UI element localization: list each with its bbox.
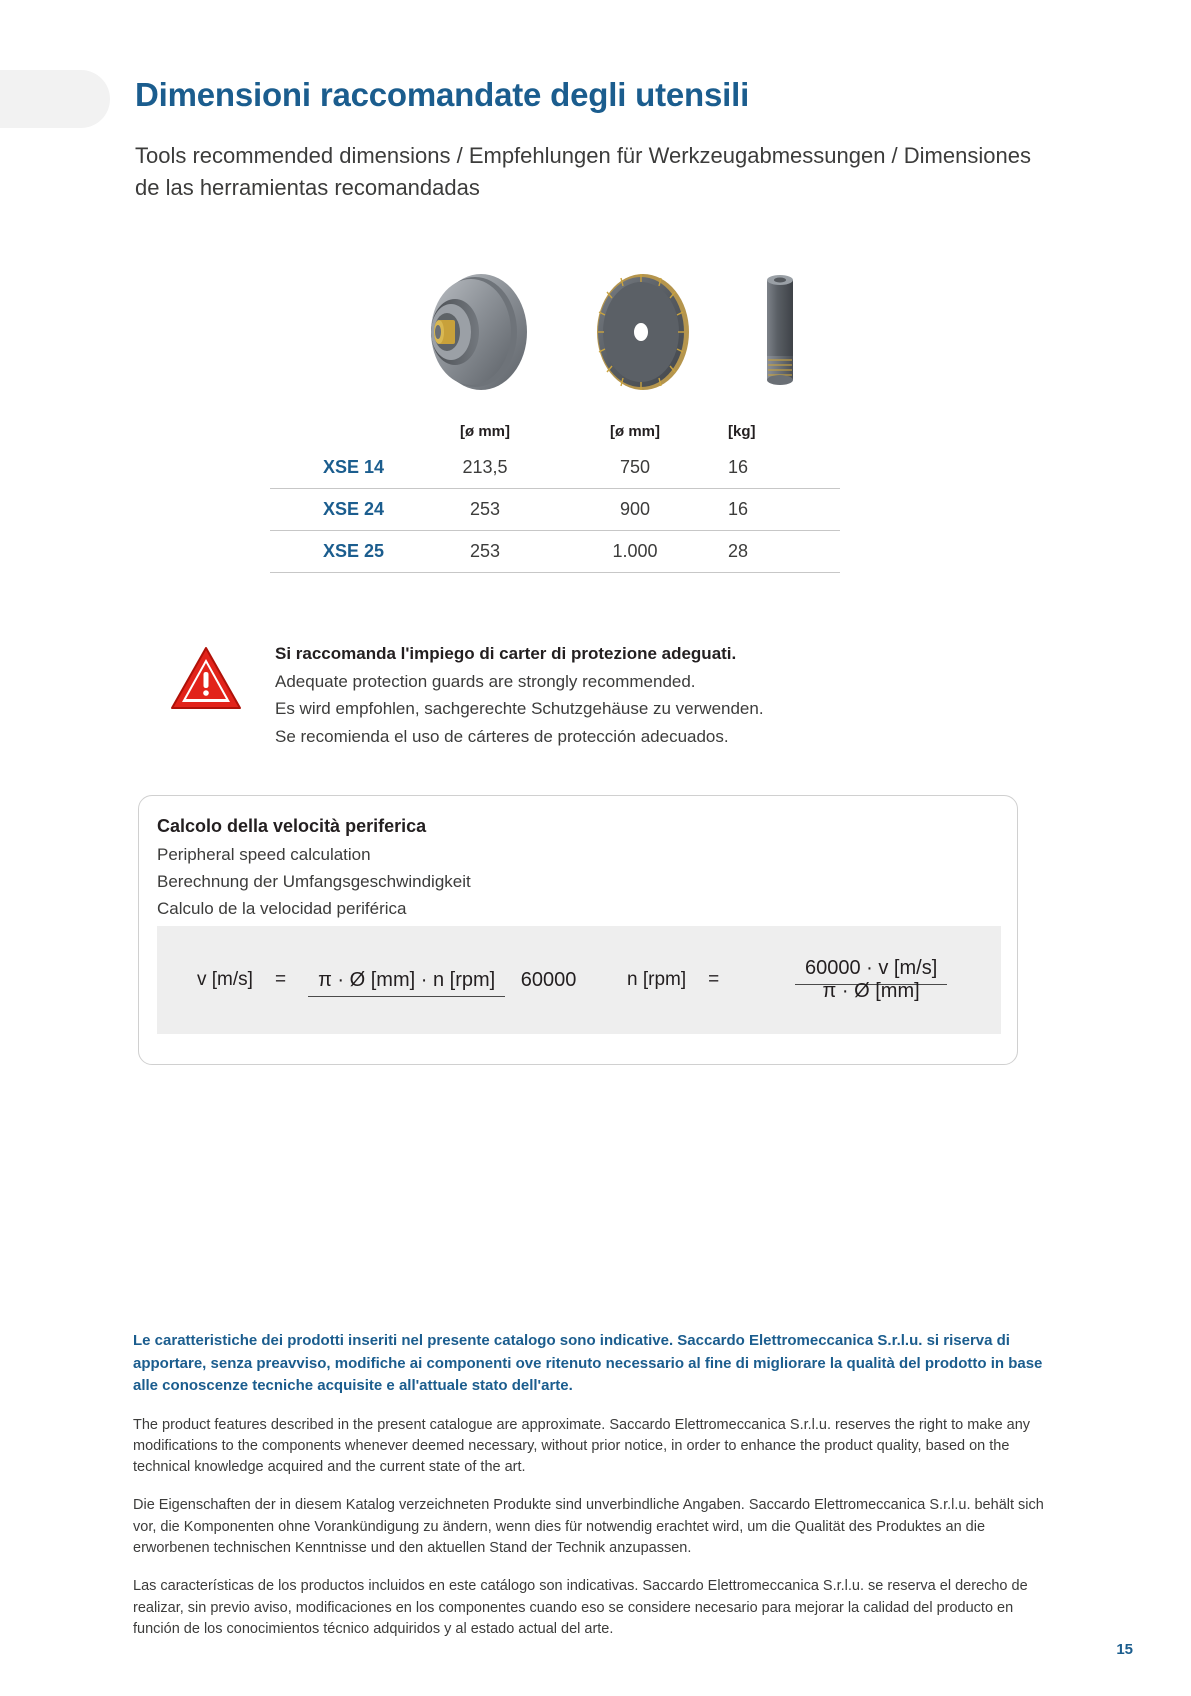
speed-title-de: Berechnung der Umfangsgeschwindigkeit bbox=[157, 871, 471, 891]
warning-text-es: Se recomienda el uso de cárteres de protección adecuados. bbox=[275, 726, 729, 746]
page-number: 15 bbox=[1116, 1641, 1133, 1658]
speed-box-headings bbox=[157, 812, 857, 922]
formula1-left: v [m/s] bbox=[197, 969, 253, 990]
unit-header-2: [kg] bbox=[728, 422, 756, 440]
table-row bbox=[270, 489, 840, 531]
page-subtitle: Tools recommended dimensions / Empfehlungen für Werkzeugabmessungen / Dimensiones de las herramientas recomandadas bbox=[135, 143, 1031, 200]
core-bit-image bbox=[745, 270, 815, 405]
formula2-numerator: 60000 · v [m/s] bbox=[795, 957, 947, 985]
legal-text-es: Las características de los productos incluidos en este catálogo son indicativas. Saccardo Elettromeccanica S.r.l.u. se reserva el derecho de realizar, sin previo aviso, modificaciones en los componentes cuando eso se considere necesario para mejorar la calidad del producto en función de los conocimientos técnico adquiridos y al estado actual del arte. bbox=[133, 1578, 1028, 1637]
corner-tab-decoration bbox=[0, 70, 110, 128]
page-title: Dimensioni raccomandate degli utensili bbox=[135, 76, 750, 113]
legal-disclaimer bbox=[133, 1330, 1058, 1657]
row-1-value-2: 16 bbox=[728, 499, 749, 519]
peripheral-speed-box bbox=[138, 795, 1018, 1065]
formula2-left: n [rpm] bbox=[627, 969, 687, 990]
speed-title-it: Calcolo della velocità periferica bbox=[157, 816, 427, 836]
legal-text-en: The product features described in the present catalogue are approximate. Saccardo Elettromeccanica S.r.l.u. reserves the right to make any modifications to the components whenever deemed necessary, without prior notice, in order to enhance the product quality, based on the technical knowledge acquired and the current state of the art. bbox=[133, 1416, 1031, 1476]
table-units-row bbox=[270, 415, 840, 447]
warning-triangle-icon bbox=[170, 646, 242, 710]
warning-text bbox=[275, 640, 955, 750]
formula1-denominator: 60000 bbox=[520, 968, 577, 991]
warning-text-it: Si raccomanda l'impiego di carter di protezione adeguati. bbox=[275, 644, 737, 663]
row-2-value-0: 253 bbox=[469, 541, 501, 561]
formula2-fraction bbox=[741, 957, 1001, 1003]
row-1-value-1: 900 bbox=[619, 499, 651, 519]
formula-band bbox=[157, 926, 1001, 1034]
legal-text-de: Die Eigenschaften der in diesem Katalog verzeichneten Produkte sind unverbindliche Angaben. Saccardo Elettromeccanica S.r.l.u. behält sich vor, die Komponenten ohne Vorankündigung zu ändern, wenn dies für notwendig erachtet wird, um die Qualität des Produktes an die erworbenen technischen Kenntnisse und den aktuellen Stand der Technik anzupassen. bbox=[133, 1497, 1044, 1557]
warning-text-de: Es wird empfohlen, sachgerechte Schutzgehäuse zu verwenden. bbox=[275, 699, 764, 719]
row-0-value-1: 750 bbox=[619, 457, 651, 477]
formula1-numerator: π · Ø [mm] · n [rpm] bbox=[308, 969, 505, 997]
speed-title-es: Calculo de la velocidad periférica bbox=[157, 899, 407, 919]
legal-text-it: Le caratteristiche dei prodotti inseriti nel presente catalogo sono indicative. Saccardo Elettromeccanica S.r.l.u. si riserva di apportare, senza preavviso, modifiche ai componenti ove ritenuto necessario al fine di migliorare la qualità del prodotto in base alle conoscenze tecniche acquisite e all'attuale stato dell'arte. bbox=[133, 1332, 1043, 1394]
row-0-value-2: 16 bbox=[728, 457, 749, 477]
warning-text-en: Adequate protection guards are strongly recommended. bbox=[275, 671, 696, 691]
row-model-0: XSE 14 bbox=[322, 457, 384, 477]
unit-header-1: [ø mm] bbox=[610, 422, 660, 440]
row-1-value-0: 253 bbox=[469, 499, 501, 519]
row-model-1: XSE 24 bbox=[322, 499, 384, 519]
formula2-denominator: π · Ø [mm] bbox=[822, 980, 920, 1002]
formula-rpm bbox=[627, 926, 1001, 1034]
table-row bbox=[270, 447, 840, 489]
speed-title-en: Peripheral speed calculation bbox=[157, 844, 371, 864]
diamond-blade-image bbox=[585, 270, 705, 405]
product-image-row bbox=[135, 270, 1035, 415]
row-model-2: XSE 25 bbox=[322, 541, 384, 561]
row-0-value-0: 213,5 bbox=[462, 457, 508, 477]
formula-velocity bbox=[197, 926, 586, 1034]
table-row bbox=[270, 531, 840, 573]
formula2-equals: = bbox=[708, 969, 720, 990]
pulley-wheel-image bbox=[415, 270, 535, 405]
row-2-value-2: 28 bbox=[728, 541, 749, 561]
row-2-value-1: 1.000 bbox=[612, 541, 658, 561]
dimensions-table bbox=[270, 415, 840, 573]
formula1-fraction bbox=[308, 969, 586, 992]
unit-header-0: [ø mm] bbox=[460, 422, 510, 440]
formula1-equals: = bbox=[274, 969, 287, 990]
